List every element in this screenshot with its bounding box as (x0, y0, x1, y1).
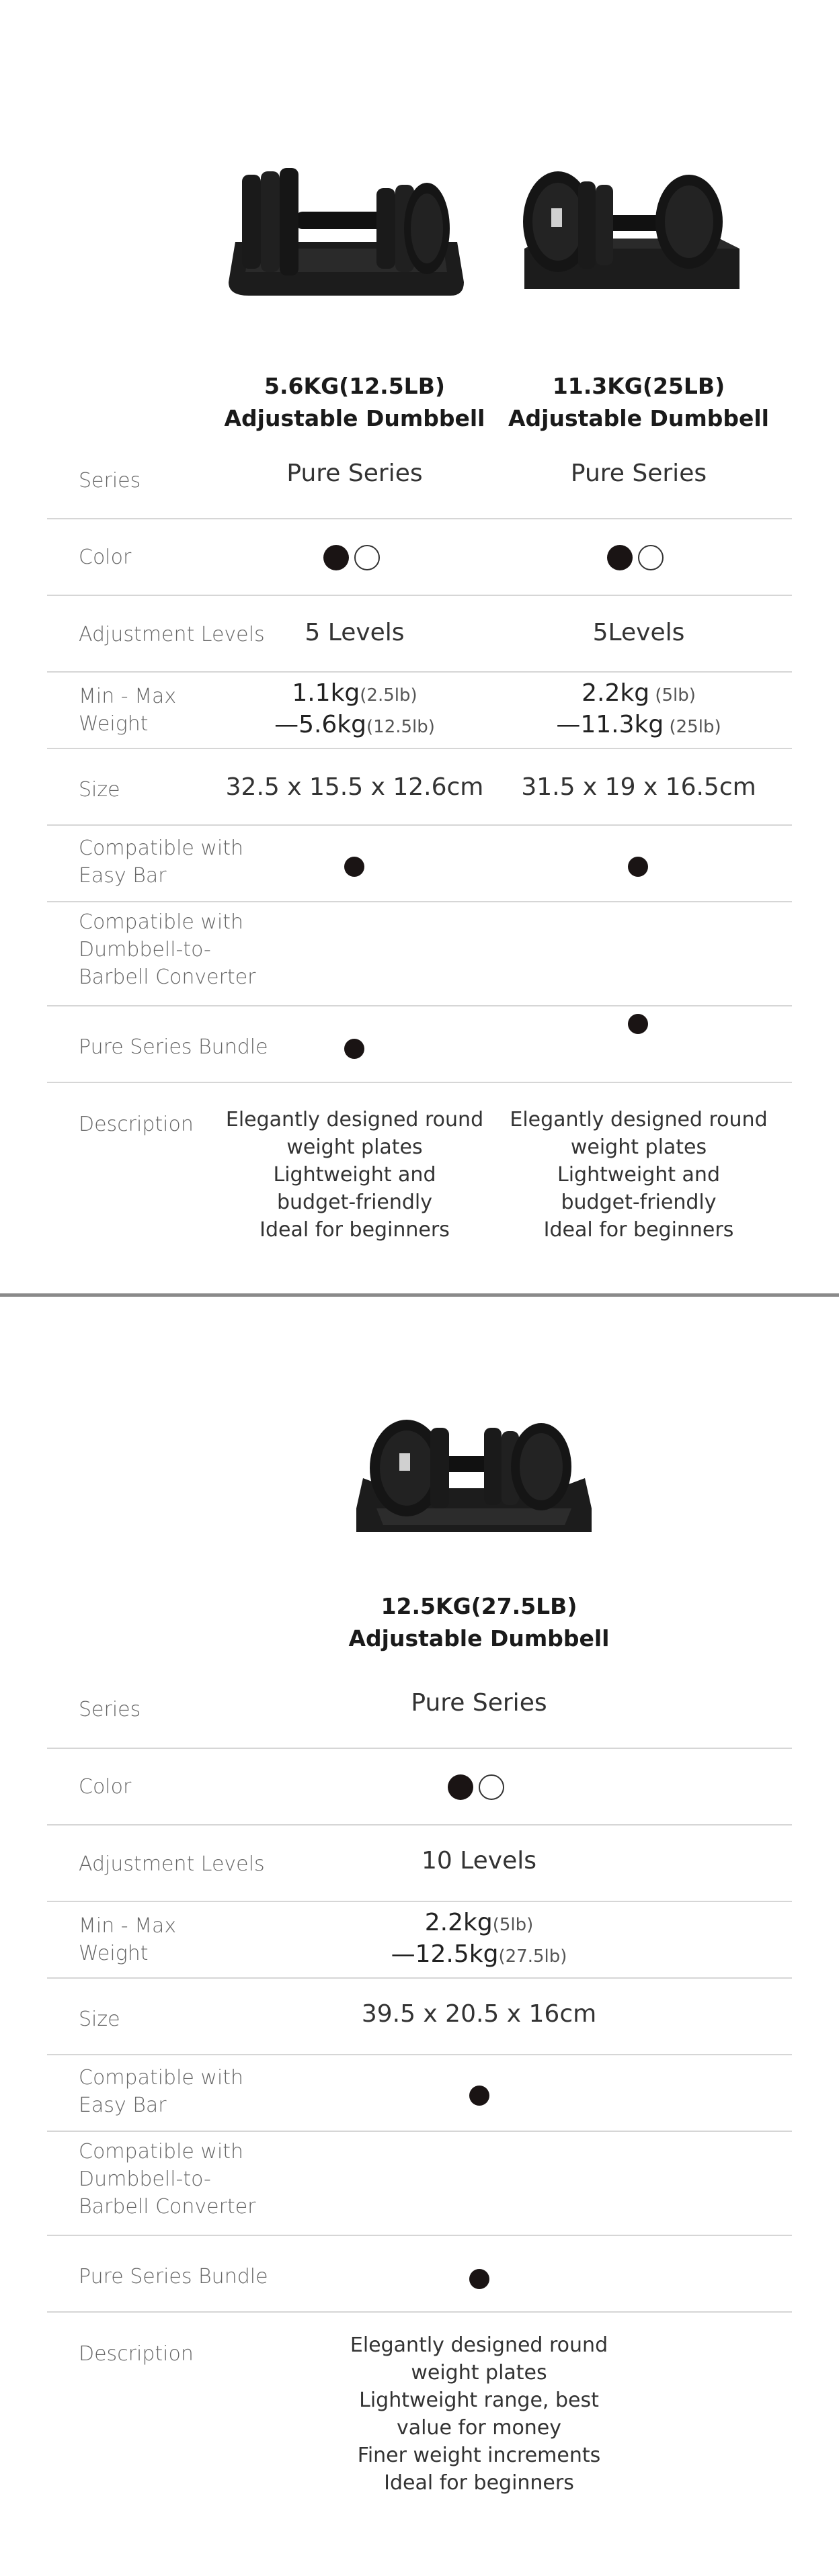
weight-range-11-3kg (508, 679, 770, 742)
max-weight-kg: —5.6kg (274, 711, 367, 738)
description-line: weight plates (411, 2361, 547, 2385)
row-divider (47, 1748, 792, 1749)
max-weight-lb: (25lb) (664, 717, 721, 737)
easy-bar-compatible-dot-12-5kg (469, 2086, 489, 2106)
description-line: weight plates (286, 1135, 423, 1159)
bundle-dot-11-3kg (628, 1014, 648, 1034)
color-swatches-11-3kg (607, 545, 664, 570)
description-line: Ideal for beginners (384, 2471, 574, 2495)
row-label-bundle: Pure Series Bundle (79, 1035, 268, 1059)
row-divider (47, 748, 792, 749)
levels-value-12-5kg: 10 Levels (421, 1847, 537, 1875)
row-label-color: Color (79, 1775, 132, 1799)
label-line: Easy Bar (79, 2094, 167, 2117)
comparison-section-2 (0, 1297, 839, 2576)
weight-range-12-5kg (336, 1908, 622, 1971)
label-line: Weight (79, 1942, 149, 1965)
label-line: Barbell Converter (79, 2195, 256, 2219)
max-weight-kg: —12.5kg (391, 1940, 499, 1968)
row-label-size: Size (79, 2008, 120, 2031)
description-line: Lightweight range, best (359, 2389, 599, 2412)
row-divider (47, 1824, 792, 1826)
row-divider (47, 2311, 792, 2313)
row-label-series: Series (79, 469, 141, 492)
row-label-description: Description (79, 1113, 194, 1136)
row-label-easy-bar (79, 834, 243, 890)
max-weight-lb: (12.5lb) (366, 717, 435, 737)
row-label-min-max-weight (79, 1912, 176, 1967)
min-weight-lb: (2.5lb) (360, 685, 417, 705)
row-divider (47, 595, 792, 596)
row-label-series: Series (79, 1698, 141, 1721)
levels-value-5-6kg: 5 Levels (305, 619, 405, 646)
min-weight-lb: (5lb) (649, 685, 696, 705)
product-title-name: Adjustable Dumbbell (224, 405, 485, 431)
row-label-adjustment-levels: Adjustment Levels (79, 623, 265, 646)
size-value-11-3kg: 31.5 x 19 x 16.5cm (521, 773, 756, 801)
min-weight-lb: (5lb) (492, 1915, 534, 1935)
description-line: Elegantly designed round (350, 2333, 608, 2357)
color-swatch-white[interactable] (479, 1774, 504, 1800)
description-12-5kg (336, 2331, 622, 2497)
label-line: Compatible with (79, 910, 244, 934)
row-divider (47, 1977, 792, 1979)
description-line: Lightweight and (557, 1163, 720, 1187)
product-image-dumbbell-11-3kg (518, 168, 746, 302)
row-divider (47, 1082, 792, 1083)
description-line: weight plates (570, 1135, 707, 1159)
row-label-adjustment-levels: Adjustment Levels (79, 1852, 265, 1876)
row-label-description: Description (79, 2342, 194, 2366)
label-line: Min - Max (79, 1914, 177, 1938)
weight-range-5-6kg (222, 679, 487, 742)
color-swatch-white[interactable] (354, 545, 380, 570)
product-title-weight: 11.3KG(25LB) (552, 373, 725, 399)
description-5-6kg (222, 1106, 487, 1244)
description-line: value for money (396, 2416, 562, 2440)
row-label-color: Color (79, 546, 132, 569)
label-line: Compatible with (79, 836, 244, 860)
row-divider (47, 1901, 792, 1902)
product-title-name: Adjustable Dumbbell (508, 405, 769, 431)
row-label-converter (79, 908, 255, 991)
color-swatches-5-6kg (323, 545, 380, 570)
product-title-12-5kg (316, 1590, 642, 1655)
easy-bar-compatible-dot-11-3kg (628, 857, 648, 877)
bundle-dot-12-5kg (469, 2269, 489, 2289)
row-divider (47, 2131, 792, 2132)
min-weight-kg: 1.1kg (292, 679, 360, 707)
series-value-11-3kg: Pure Series (570, 460, 707, 487)
description-line: Elegantly designed round (225, 1108, 484, 1131)
color-swatch-black[interactable] (448, 1774, 473, 1800)
description-line: Ideal for beginners (259, 1218, 450, 1242)
color-swatches-12-5kg (448, 1774, 504, 1800)
description-11-3kg (508, 1106, 770, 1244)
product-title-5-6kg (202, 370, 508, 435)
product-title-weight: 5.6KG(12.5LB) (264, 373, 445, 399)
row-divider (47, 2054, 792, 2055)
row-label-bundle: Pure Series Bundle (79, 2265, 268, 2288)
label-line: Barbell Converter (79, 965, 256, 989)
row-label-converter (79, 2138, 255, 2221)
description-line: Elegantly designed round (510, 1108, 768, 1131)
min-weight-kg: 2.2kg (582, 679, 650, 707)
description-line: Lightweight and (273, 1163, 436, 1187)
description-line: Ideal for beginners (543, 1218, 734, 1242)
max-weight-kg: —11.3kg (556, 711, 664, 738)
color-swatch-black[interactable] (323, 545, 349, 570)
levels-value-11-3kg: 5Levels (592, 619, 685, 646)
min-weight-kg: 2.2kg (424, 1909, 493, 1936)
row-label-easy-bar (79, 2064, 243, 2119)
row-divider (47, 824, 792, 826)
series-value-12-5kg: Pure Series (411, 1689, 547, 1717)
label-line: Easy Bar (79, 864, 167, 888)
row-divider (47, 671, 792, 673)
description-line: budget-friendly (561, 1191, 717, 1214)
color-swatch-white[interactable] (638, 545, 664, 570)
size-value-12-5kg: 39.5 x 20.5 x 16cm (361, 2000, 597, 2028)
product-title-name: Adjustable Dumbbell (348, 1625, 610, 1651)
series-value-5-6kg: Pure Series (286, 460, 423, 487)
color-swatch-black[interactable] (607, 545, 633, 570)
description-line: budget-friendly (276, 1191, 433, 1214)
product-title-11-3kg (487, 370, 790, 435)
bundle-dot-5-6kg (344, 1039, 364, 1059)
label-line: Dumbbell-to- (79, 2167, 211, 2191)
product-image-dumbbell-12-5kg (350, 1414, 598, 1555)
product-image-dumbbell-5-6kg (222, 161, 471, 309)
row-divider (47, 901, 792, 902)
row-label-size: Size (79, 778, 120, 802)
size-value-5-6kg: 32.5 x 15.5 x 12.6cm (225, 773, 484, 801)
row-label-min-max-weight (79, 683, 176, 738)
product-title-weight: 12.5KG(27.5LB) (381, 1593, 577, 1619)
label-line: Min - Max (79, 685, 177, 708)
label-line: Weight (79, 712, 149, 736)
max-weight-lb: (27.5lb) (498, 1946, 567, 1967)
description-line: Finer weight increments (357, 2444, 601, 2467)
label-line: Compatible with (79, 2140, 244, 2163)
easy-bar-compatible-dot-5-6kg (344, 857, 364, 877)
label-line: Compatible with (79, 2066, 244, 2090)
row-divider (47, 2235, 792, 2236)
row-divider (47, 518, 792, 519)
label-line: Dumbbell-to- (79, 938, 211, 961)
row-divider (47, 1005, 792, 1006)
